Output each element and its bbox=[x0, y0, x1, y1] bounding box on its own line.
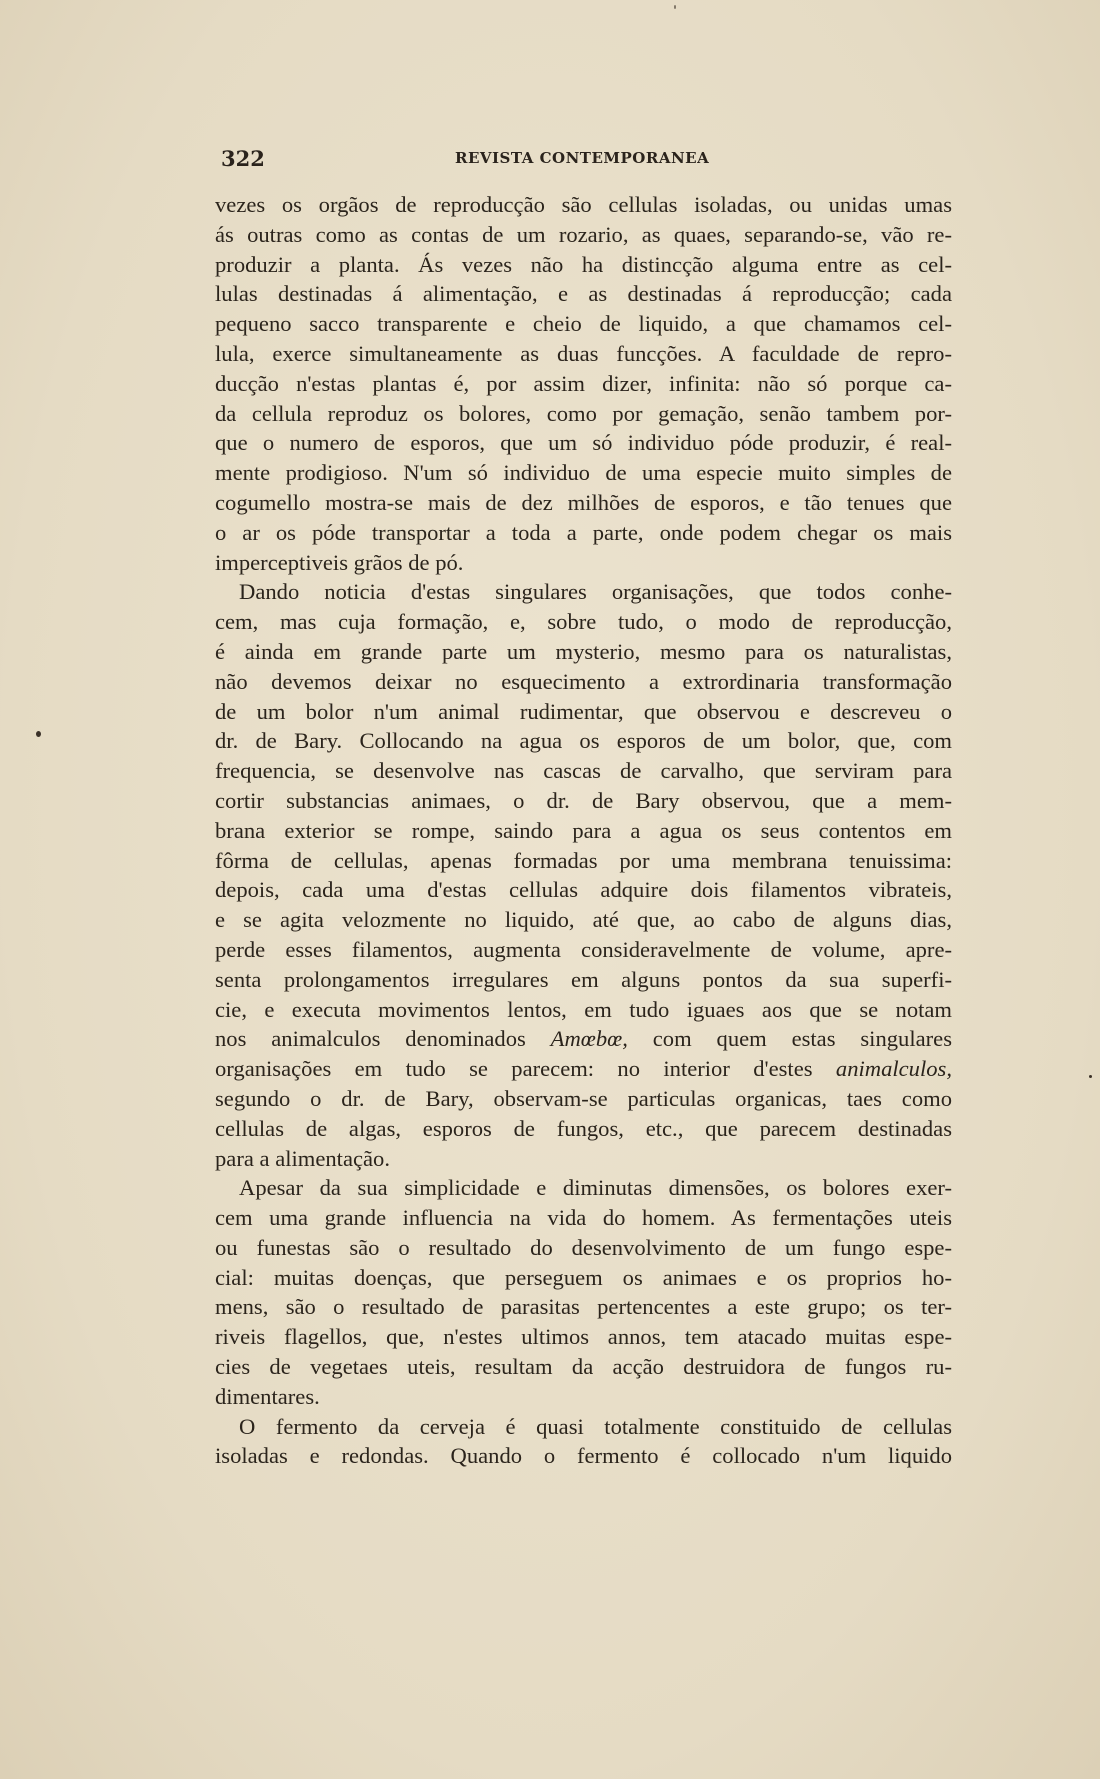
ink-speck bbox=[36, 731, 41, 737]
text-line: lula, exerce simultaneamente as duas funcções. A faculdade de repro- bbox=[215, 340, 952, 366]
text-line: dr. de Bary. Collocando na agua os esporos de um bolor, que, com bbox=[215, 728, 952, 754]
text-line: de um bolor n'um animal rudimentar, que observou e descreveu o bbox=[215, 698, 952, 724]
page-header bbox=[215, 146, 952, 170]
italic-term: animalculos, bbox=[835, 1056, 952, 1082]
text-line: cogumello mostra-se mais de dez milhões de esporos, e tão tenues que bbox=[215, 489, 952, 515]
text-line: mens, são o resultado de parasitas pertencentes a este grupo; os ter- bbox=[215, 1294, 952, 1320]
text-line: pequeno sacco transparente e cheio de liquido, a que chamamos cel- bbox=[215, 311, 952, 337]
text-line: Apesar da sua simplicidade e diminutas dimensões, os bolores exer- bbox=[239, 1175, 952, 1201]
text-line: Dando noticia d'estas singulares organisações, que todos conhe- bbox=[239, 579, 952, 605]
text-line: e se agita velozmente no liquido, até que, ao cabo de alguns dias, bbox=[215, 907, 952, 933]
text-line: fôrma de cellulas, apenas formadas por uma membrana tenuissima: bbox=[215, 847, 952, 873]
text-line: frequencia, se desenvolve nas cascas de carvalho, que serviram para bbox=[215, 758, 952, 784]
ink-speck bbox=[674, 5, 676, 9]
text-line: o ar os póde transportar a toda a parte, onde podem chegar os mais bbox=[215, 519, 952, 545]
running-head: REVISTA CONTEMPORANEA bbox=[455, 149, 710, 167]
text-line: riveis flagellos, que, n'estes ultimos annos, tem atacado muitas espe- bbox=[215, 1324, 952, 1350]
text-line bbox=[215, 1054, 952, 1084]
text-segment: com quem estas singulares bbox=[652, 1026, 952, 1052]
text-line: para a alimentação. bbox=[215, 1145, 390, 1171]
text-line: imperceptiveis grãos de pó. bbox=[215, 549, 464, 575]
text-line: lulas destinadas á alimentação, e as destinadas á reproducção; cada bbox=[215, 281, 952, 307]
text-line: ducção n'estas plantas é, por assim dizer, infinita: não só porque ca- bbox=[215, 370, 952, 396]
text-line bbox=[215, 1024, 952, 1054]
italic-term: Amœbœ, bbox=[550, 1026, 628, 1052]
text-line: isoladas e redondas. Quando o fermento é collocado n'um liquido bbox=[215, 1443, 952, 1469]
text-line: cem, mas cuja formação, e, sobre tudo, o modo de reproducção, bbox=[215, 609, 952, 635]
text-line: cie, e executa movimentos lentos, em tudo iguaes aos que se notam bbox=[215, 996, 952, 1022]
body-text bbox=[215, 190, 952, 1471]
text-line: cies de vegetaes uteis, resultam da acção destruidora de fungos ru- bbox=[215, 1354, 952, 1380]
text-line: dimentares. bbox=[215, 1383, 320, 1409]
text-segment: nos animalculos denominados bbox=[215, 1026, 526, 1052]
page-number: 322 bbox=[221, 146, 265, 171]
text-line: cem uma grande influencia na vida do homem. As fermentações uteis bbox=[215, 1205, 952, 1231]
text-line: depois, cada uma d'estas cellulas adquire dois filamentos vibrateis, bbox=[215, 877, 952, 903]
text-line: cortir substancias animaes, o dr. de Bary observou, que a mem- bbox=[215, 787, 952, 813]
text-line: cial: muitas doenças, que perseguem os animaes e os proprios ho- bbox=[215, 1264, 952, 1290]
text-segment: organisações em tudo se parecem: no interior d'estes bbox=[215, 1056, 813, 1082]
text-line: ou funestas são o resultado do desenvolvimento de um fungo espe- bbox=[215, 1234, 952, 1260]
text-line: ás outras como as contas de um rozario, as quaes, separando-se, vão re- bbox=[215, 221, 952, 247]
text-line: cellulas de algas, esporos de fungos, etc., que parecem destinadas bbox=[215, 1115, 952, 1141]
text-line: é ainda em grande parte um mysterio, mesmo para os naturalistas, bbox=[215, 638, 952, 664]
text-line: mente prodigioso. N'um só individuo de uma especie muito simples de bbox=[215, 460, 952, 486]
text-line: vezes os orgãos de reproducção são cellulas isoladas, ou unidas umas bbox=[215, 192, 952, 217]
text-line: senta prolongamentos irregulares em alguns pontos da sua superfi- bbox=[215, 966, 952, 992]
text-line: perde esses filamentos, augmenta consideravelmente de volume, apre- bbox=[215, 936, 952, 962]
text-line: produzir a planta. Ás vezes não ha distincção alguma entre as cel- bbox=[215, 251, 952, 277]
text-line: O fermento da cerveja é quasi totalmente constituido de cellulas bbox=[239, 1413, 952, 1439]
text-line: não devemos deixar no esquecimento a extrordinaria transformação bbox=[215, 668, 952, 694]
text-line: segundo o dr. de Bary, observam-se particulas organicas, taes como bbox=[215, 1085, 952, 1111]
text-line: que o numero de esporos, que um só individuo póde produzir, é real- bbox=[215, 430, 952, 456]
text-line: brana exterior se rompe, saindo para a agua os seus contentos em bbox=[215, 817, 952, 843]
text-line: da cellula reproduz os bolores, como por gemação, senão tambem por- bbox=[215, 400, 952, 426]
ink-speck bbox=[1089, 1075, 1092, 1078]
